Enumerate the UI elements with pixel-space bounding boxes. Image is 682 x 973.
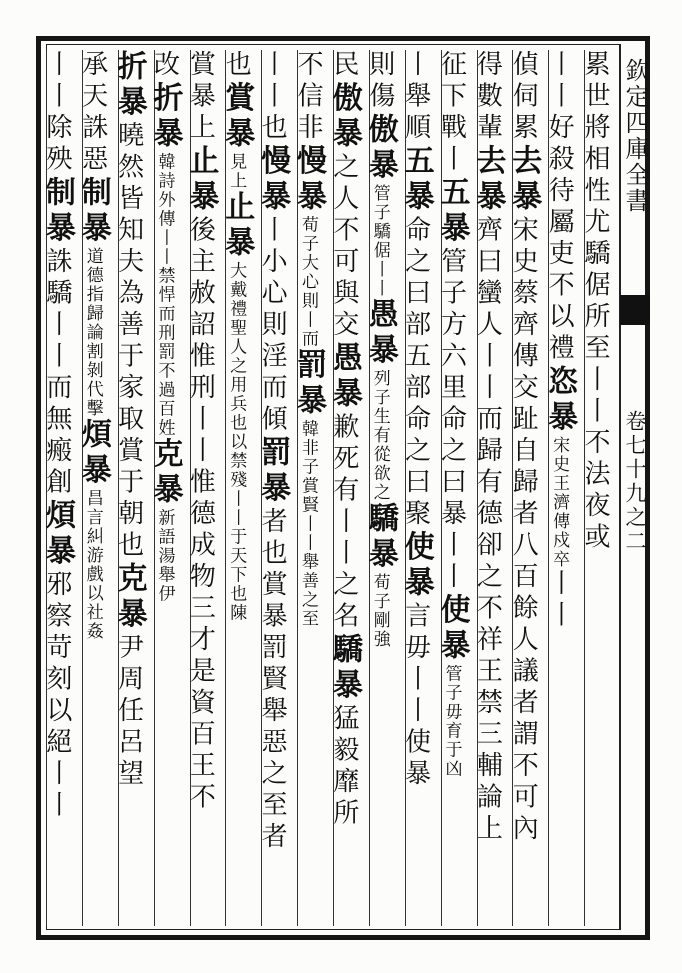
source-note: 韓詩外傳丨丨禁悍而刑罰不過百姓 bbox=[154, 152, 175, 438]
entry-heading: 驕暴 bbox=[362, 502, 398, 573]
text-column bbox=[147, 50, 190, 926]
text-column bbox=[291, 50, 333, 926]
column-text bbox=[111, 50, 154, 926]
source-note: 見上 bbox=[226, 152, 247, 191]
entry-heading: 恣暴 bbox=[542, 365, 578, 436]
body-text: 言毋丨丨使暴 bbox=[400, 601, 431, 791]
text-column bbox=[39, 50, 82, 926]
source-note: 列子生有從欲之 bbox=[369, 369, 390, 502]
column-text bbox=[291, 50, 333, 926]
body-text: 則傷 bbox=[364, 50, 395, 113]
entry-heading: 賞暴 bbox=[219, 81, 255, 153]
column-text bbox=[398, 50, 441, 926]
entry-heading: 止暴 bbox=[219, 190, 255, 262]
body-text: 後主赦詔惟刑丨丨惟德成物三才是資百王不 bbox=[185, 215, 216, 814]
column-text bbox=[75, 50, 118, 926]
body-text: 丨小心則淫而傾 bbox=[257, 215, 288, 436]
source-note: 昌言糾游戲以社姦 bbox=[82, 489, 103, 641]
source-note: 管子驕倨丨丨 bbox=[369, 184, 390, 298]
entry-heading: 折暴 bbox=[111, 50, 147, 121]
entry-heading: 克暴 bbox=[111, 562, 147, 633]
text-column bbox=[398, 50, 441, 926]
column-text bbox=[580, 50, 620, 926]
source-note: 道德指歸論割剝代擊 bbox=[82, 247, 103, 418]
body-text: 賞暴上 bbox=[185, 50, 216, 145]
entry-heading: 煩暴 bbox=[39, 499, 75, 570]
text-column bbox=[580, 50, 620, 926]
body-text: 命之曰部五部命之曰聚 bbox=[400, 215, 431, 531]
body-text: 尹周任呂望 bbox=[113, 633, 144, 791]
text-column bbox=[362, 50, 405, 926]
source-note: 韓非子賞賢丨丨舉善之至 bbox=[298, 419, 318, 629]
body-text: 丨丨 bbox=[544, 569, 575, 632]
fishtail-mark bbox=[620, 295, 650, 325]
text-column bbox=[326, 50, 369, 926]
entry-heading: 制暴 bbox=[75, 176, 111, 247]
source-note: 荀子剛強 bbox=[369, 573, 390, 649]
body-text: 者也賞暴罰賢舉惡之至者 bbox=[257, 507, 288, 854]
column-text bbox=[506, 50, 548, 926]
body-text: 丨丨不法夜或 bbox=[580, 365, 610, 554]
body-text: 改 bbox=[149, 50, 180, 82]
column-text bbox=[434, 50, 477, 926]
entry-heading: 愚暴 bbox=[362, 298, 398, 369]
entry-heading: 克暴 bbox=[147, 437, 183, 509]
entry-heading: 驕暴 bbox=[326, 633, 362, 704]
body-text: 猛毅靡所 bbox=[328, 704, 359, 830]
text-column bbox=[542, 50, 584, 926]
entry-heading: 使暴 bbox=[398, 530, 434, 602]
column-text bbox=[147, 50, 190, 926]
body-text: 也 bbox=[221, 50, 252, 82]
book-title: 欽定四庫全書 bbox=[621, 58, 649, 214]
body-text: 承天誅惡 bbox=[77, 50, 108, 176]
body-text: 丨丨也 bbox=[257, 50, 288, 145]
body-text: 邪察苛刻以絕丨丨 bbox=[41, 570, 72, 822]
entry-heading: 慢暴 bbox=[255, 144, 291, 216]
body-text: 得數輩 bbox=[472, 50, 503, 145]
body-text: 宋史蔡齊傳交趾自歸者八百餘人議者謂不可內 bbox=[508, 215, 539, 846]
text-column bbox=[183, 50, 226, 926]
column-text bbox=[542, 50, 584, 926]
body-text: 累世將相性尤驕倨所至 bbox=[580, 50, 610, 365]
entry-heading: 煩暴 bbox=[75, 418, 111, 489]
column-text bbox=[183, 50, 226, 926]
column-text bbox=[470, 50, 513, 926]
column-text bbox=[255, 50, 297, 926]
body-text: 誅驕丨丨而無瘢創 bbox=[41, 247, 72, 499]
source-note: 大戴禮聖人之用兵也以禁殘丨丨于天下也陳 bbox=[226, 261, 247, 623]
body-text: 丨丨好殺待屬吏不以禮 bbox=[544, 50, 575, 365]
column-text bbox=[362, 50, 405, 926]
body-text: 不信非 bbox=[293, 50, 323, 145]
body-text: 歉死有丨丨之名 bbox=[328, 412, 359, 633]
column-text bbox=[326, 50, 369, 926]
entry-heading: 五暴 bbox=[398, 144, 434, 216]
entry-heading: 慢暴 bbox=[291, 144, 326, 216]
body-text: 民 bbox=[328, 50, 359, 82]
volume-label: 卷七十九之二 bbox=[623, 410, 647, 554]
entry-heading: 使暴 bbox=[434, 593, 470, 665]
entry-heading: 傲暴 bbox=[326, 81, 362, 153]
entry-heading: 去暴 bbox=[470, 144, 506, 216]
body-text: 管子方六里命之曰暴丨丨 bbox=[436, 247, 467, 594]
text-column bbox=[219, 50, 261, 926]
entry-heading: 止暴 bbox=[183, 144, 219, 216]
text-column bbox=[506, 50, 548, 926]
entry-heading: 去暴 bbox=[506, 144, 542, 216]
entry-heading: 五暴 bbox=[434, 176, 470, 247]
column-text bbox=[39, 50, 82, 926]
source-note: 荀子大心則丨而 bbox=[298, 215, 318, 349]
body-text: 齊曰蠻人丨丨而歸有德卻之不祥王禁三輔論上 bbox=[472, 215, 503, 846]
source-note: 宋史王濟傳戍卒 bbox=[549, 436, 570, 569]
entry-heading: 愚暴 bbox=[326, 341, 362, 413]
text-column bbox=[255, 50, 297, 926]
body-text: 丨丨除殃 bbox=[41, 50, 72, 176]
body-text: 之人不可與交 bbox=[328, 152, 359, 342]
column-text bbox=[219, 50, 261, 926]
body-text: 征下戰丨 bbox=[436, 50, 467, 176]
body-text: 曉然皆知夫為善于家取賞于朝也 bbox=[113, 121, 144, 562]
entry-heading: 折暴 bbox=[147, 81, 183, 153]
entry-heading: 罰暴 bbox=[291, 348, 326, 420]
text-column bbox=[434, 50, 477, 926]
text-column bbox=[75, 50, 118, 926]
source-note: 管子毋育于凶 bbox=[441, 664, 462, 779]
entry-heading: 罰暴 bbox=[255, 436, 291, 507]
entry-heading: 制暴 bbox=[39, 176, 75, 247]
body-text: 偵伺累 bbox=[508, 50, 539, 145]
entry-heading: 傲暴 bbox=[362, 113, 398, 184]
source-note: 新語湯舉伊 bbox=[154, 508, 175, 604]
text-column bbox=[111, 50, 154, 926]
text-column bbox=[470, 50, 513, 926]
body-text: 丨舉順 bbox=[400, 50, 431, 145]
